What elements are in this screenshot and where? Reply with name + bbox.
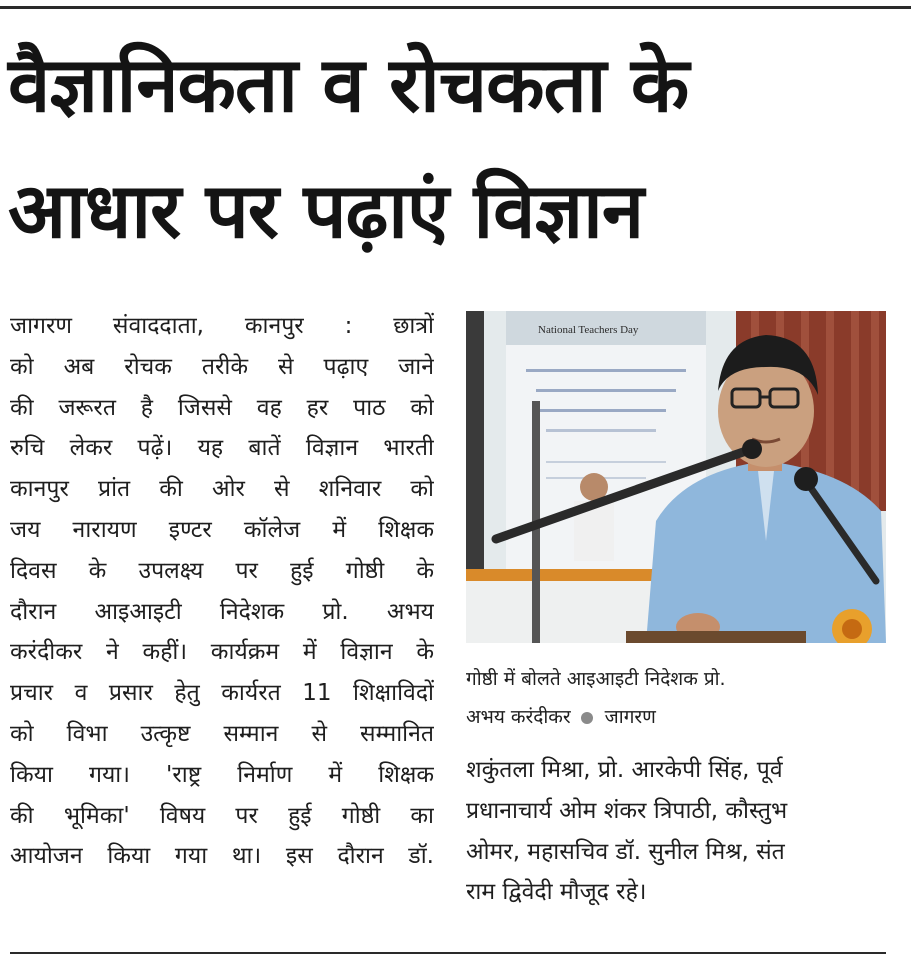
caption-person-name: अभय करंदीकर — [466, 706, 571, 728]
article-body-right-column — [466, 750, 896, 913]
bullet-dot-icon — [581, 712, 593, 724]
body-line: जागरण संवाददाता, कानपुर : छात्रों — [10, 313, 434, 339]
photo-speaker-at-podium — [466, 311, 886, 643]
photo-credit: जागरण — [604, 706, 656, 728]
body-line: को अब रोचक तरीके से पढ़ाए जाने — [10, 353, 434, 380]
body-line: दौरान आइआइटी निदेशक प्रो. अभय — [10, 598, 434, 625]
body-line: कानपुर प्रांत की ओर से शनिवार को — [10, 476, 434, 503]
news-photo — [466, 311, 886, 643]
caption-line-1: गोष्ठी में बोलते आइआइटी निदेशक प्रो. — [466, 668, 726, 690]
body-line: की जरूरत है जिससे वह हर पाठ को — [10, 394, 434, 421]
top-rule — [0, 6, 911, 9]
body-line: की भूमिका' विषय पर हुई गोष्ठी का — [10, 802, 434, 829]
body-line: प्रधानाचार्य ओम शंकर त्रिपाठी, कौस्तुभ — [466, 797, 788, 824]
headline-line-1: वैज्ञानिकता व रोचकता के — [8, 40, 689, 129]
body-line: राम द्विवेदी मौजूद रहे। — [466, 879, 647, 906]
body-line: दिवस के उपलक्ष्य पर हुई गोष्ठी के — [10, 557, 434, 584]
body-line: प्रचार व प्रसार हेतु कार्यरत 11 शिक्षाविदों — [10, 680, 434, 707]
headline-line-2: आधार पर पढ़ाएं विज्ञान — [8, 166, 643, 255]
article-body-left-column — [10, 306, 434, 877]
headline — [8, 22, 903, 274]
body-line: जय नारायण इण्टर कॉलेज में शिक्षक — [10, 516, 434, 543]
photo-caption — [466, 660, 896, 736]
body-line: करंदीकर ने कहीं। कार्यक्रम में विज्ञान के — [10, 639, 434, 666]
body-line: शकुंतला मिश्रा, प्रो. आरकेपी सिंह, पूर्व — [466, 757, 783, 783]
body-line: किया गया। 'राष्ट्र निर्माण में शिक्षक — [10, 761, 434, 788]
banner-title: National Teachers Day — [538, 324, 639, 336]
body-line: ओमर, महासचिव डॉ. सुनील मिश्र, संत — [466, 838, 785, 865]
body-line: रुचि लेकर पढ़ें। यह बातें विज्ञान भारती — [10, 435, 434, 462]
bottom-rule — [10, 952, 886, 954]
caption-line-2 — [466, 698, 896, 736]
body-line: को विभा उत्कृष्ट सम्मान से सम्मानित — [10, 720, 434, 747]
body-line: आयोजन किया गया था। इस दौरान डॉ. — [10, 843, 434, 870]
